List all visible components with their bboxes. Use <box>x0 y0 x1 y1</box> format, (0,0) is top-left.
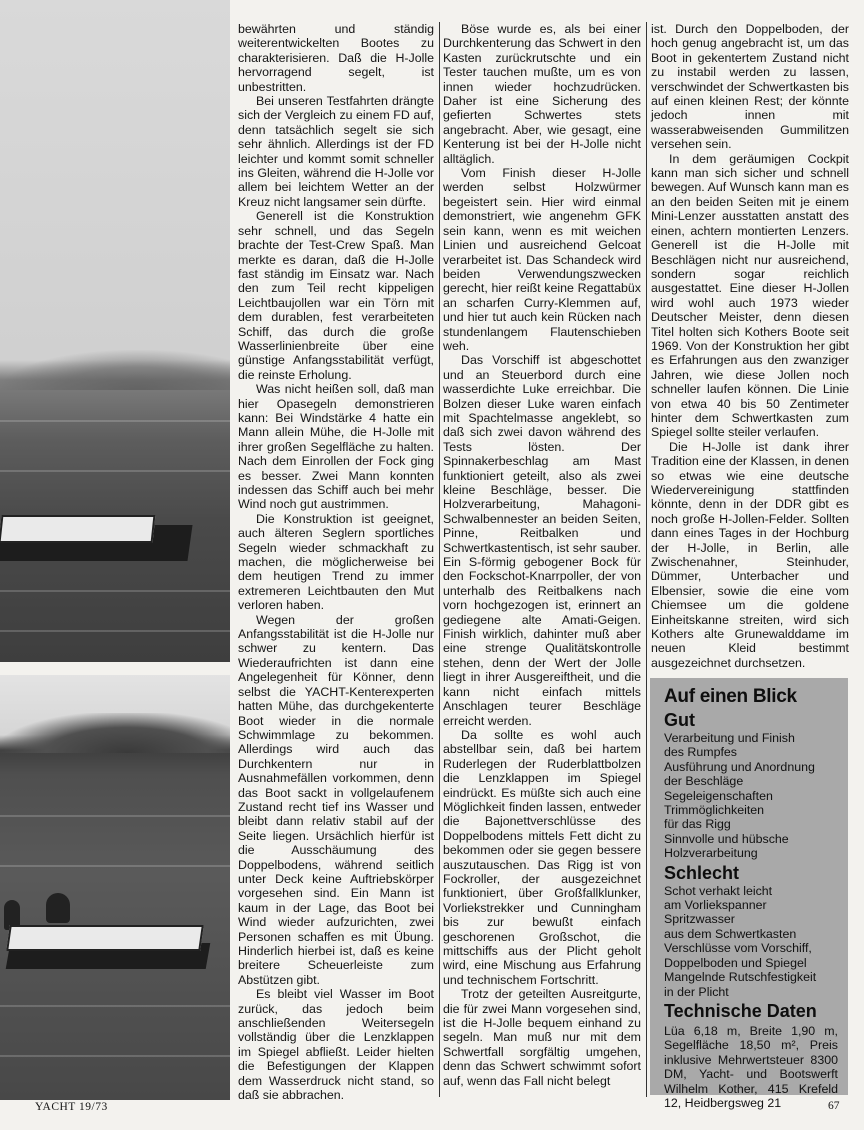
paragraph: Böse wurde es, als bei einer Durchkenterung das Schwert in den Kasten zurückrutschte und ein Tester tauchen mußte, um es von innen wieder hochzudrücken. Daher ist eine Sicherung des gefierten Schwertes stets angebracht. Aber, wie gesagt, eine Kenterung ist bei der H-Jolle nicht alltäglich. <box>443 22 641 166</box>
paragraph: In dem geräumigen Cockpit kann man sich sicher und schnell bewegen. Auf Wunsch kann man es an den beiden Seiten mit je einem Mini-Lenzer ausstatten anstatt des einen, achtern montierten Lenzers. Generell ist die H-Jolle mit Beschlägen nicht nur ausreichend, sondern sogar reichlich ausgestattet. Eine dieser H-Jollen wird wohl auch 1973 wieder Deutscher Meister, denn diesen Titel holten sich Kothers Boote seit 1969. Von der Konstruktion her gibt es Erfahrungen aus den zwanziger Jahren, wie diese Jollen noch schneller laufen können. Die Linie von etwa 40 bis 50 Zentimeter hinter dem Schwertkasten zum Spiegel sollte steiler verlaufen. <box>651 151 849 440</box>
bad-item: in der Plicht <box>664 984 729 999</box>
sailing-photo-top <box>0 0 230 662</box>
bad-item: Doppelboden und Spiegel <box>664 955 807 970</box>
bad-list <box>664 884 838 999</box>
bad-item: Verschlüsse vom Vorschiff, <box>664 941 812 956</box>
good-item: für das Rigg <box>664 817 731 832</box>
article-column-1 <box>238 22 434 1102</box>
page-number: 67 <box>828 1100 840 1112</box>
column-rule <box>646 22 647 1097</box>
good-item: Ausführung und Anordnung <box>664 759 815 774</box>
paragraph: Das Vorschiff ist abgeschottet und an Steuerbord durch eine wasserdichte Luke erreichbar. Die Bolzen dieser Luke waren einfach mit Spachtelmasse angeklebt, so daß sich zwei davon während des Tests lösten. Der Spinnakerbeschlag am Mast funktioniert geteilt, also als zwei kleine Beschläge, besser. Die Holzverarbeitung, Mahagoni-Schwalbennester an beiden Seiten, Pinne, Reitbalken und Schwertkastentisch, ist sehr sauber. Ein S-förmig gebogener Bock für den Fockschot-Knarrpoller, der von unterhalb des Reitbalkens nach vorn hochgezogen ist, erinnert an gediegene alte Amati-Geigen. Finish wirklich, dahinter muß aber eine strenge Qualitätskontrolle stehen, denn der Wert der Jolle liegt in ihrer Ausgereiftheit, und die kann nicht einfach mittels Anschlagen teurer Beschläge erreicht werden. <box>443 353 641 728</box>
paragraph: Die H-Jolle ist dank ihrer Tradition eine der Klassen, in denen so etwas wie eine deutsche Wiedervereinigung stattfinden könnte, denn in der DDR gibt es noch große H-Jollen-Felder. Sollten dann eines Tages in der Hochburg der H-Jolle, in Berlin, alle Zwischenahner, Steinhuder, Dümmer, Unterbacher und Elbensier, sowie die eine vom Chiemsee um die goldene Einheitskanne streiten, wird sich Kothers alte Grunewalddame im neuen Kleid bestimmt ausgezeichnet durchsetzen. <box>651 439 849 670</box>
bad-item: aus dem Schwertkasten <box>664 926 797 941</box>
good-list <box>664 731 838 861</box>
tech-heading: Technische Daten <box>664 1000 817 1021</box>
bad-item: Schot verhakt leicht <box>664 883 773 898</box>
paragraph: ist. Durch den Doppelboden, der hoch genug angebracht ist, um das Boot in gekentertem Zustand nicht zu instabil werden zu lassen, verschwindet der Schwertkasten bis auf einen kleinen Rest; der könnte jedoch innen mit wasserabweisenden Gummilitzen versehen sein. <box>651 22 849 152</box>
paragraph: Was nicht heißen soll, daß man hier Opasegeln demonstrieren kann: Bei Windstärke 4 hatte ein Mann allein Mühe, die H-Jolle mit ihrer großen Segelfläche zu halten. Nach dem Einrollen der Fock ging es besser. Zwei Mann konnten indessen das Schiff auch bei mehr Wind noch gut austrimmen. <box>238 382 434 512</box>
good-heading: Gut <box>664 710 695 730</box>
paragraph: Trotz der geteilten Ausreitgurte, die für zwei Mann vorgesehen sind, ist die H-Jolle bequem einhand zu segeln. Man muß nur mit dem Schwertfall sorgfältig umgehen, denn das Schwert schwimmt sofort auf, wenn das Fall nicht belegt <box>443 987 641 1088</box>
column-rule <box>439 22 440 1097</box>
good-item: der Beschläge <box>664 774 744 789</box>
paragraph: Vom Finish dieser H-Jolle werden selbst Holzwürmer begeistert sein. Hier wird einmal demonstriert, wie angenehm GFK sein kann, wenn es mit weichen Linien und ausreichend Gelcoat verarbeitet ist. Das Schandeck wird beiden Verwendungszwecken gerecht, hier reißt keine Regattabüx an scharfen Curry-Klemmen auf, und hier tut auch kein Rücken nach stundenlangem Flautenschieben weh. <box>443 166 641 353</box>
article-column-3 <box>651 22 849 670</box>
tech-data: Lüa 6,18 m, Breite 1,90 m, Segelfläche 18,50 m², Preis inklusive Mehrwertsteuer 8300 DM, Yacht- und Bootswerft Wilhelm Kother, 415 Krefeld 12, Heidbergsweg 21 <box>664 1023 838 1110</box>
sailor-figure <box>46 893 70 923</box>
good-item: Sinnvolle und hübsche <box>664 831 789 846</box>
article-column-2 <box>443 22 641 1088</box>
paragraph: Wegen der großen Anfangsstabilität ist die H-Jolle nur schwer zu kentern. Das Wiederaufrichten ist dann eine Angelegenheit für Könner, denn selbst die YACHT-Kenterexperten hatten Mühe, das durchgekenterte Boot wieder in die normale Schwimmlage zu bekommen. Allerdings wird auch das Durchkentern nur in Ausnahmefällen vorkommen, denn das Boot sackt in vollgelaufenem Zustand recht tief ins Wasser und bleibt dann relativ stabil auf der Seite liegen. Ursächlich hierfür ist die Ausschäumung des Doppelbodens, während seitlich unter Deck keine Auftriebskörper vorgesehen sind. Ein Mann ist kaum in der Lage, das Boot bei Wind wieder aufzurichten, zwei Personen schaffen es mit Übung. Hinderlich hierbei ist, daß es keine breitere Scheuerleiste zum Abstützen gibt. <box>238 612 434 987</box>
capsized-boat-hull <box>0 515 155 543</box>
bad-item: Spritzwasser <box>664 912 735 927</box>
paragraph: bewährten und ständig weiterentwickelten Bootes zu charakterisieren. Daß die H-Jolle hervorragend segelt, ist unbestritten. <box>238 22 434 94</box>
good-item: Trimmöglichkeiten <box>664 803 765 818</box>
sailing-photo-bottom <box>0 675 230 1100</box>
paragraph: Da sollte es wohl auch abstellbar sein, daß bei hartem Ruderlegen der Ruderblattbolzen die Lenzklappen im Spiegel eindrückt. Es müßte sich auch eine Möglichkeit finden lassen, entweder die Bajonettverschlüsse des Doppelbodens mittels Fett dicht zu bekommen oder sie gegen bessere auszutauschen. Das Rigg ist von Fockroller, der ausgezeichnet funktioniert, über Großfallklunker, Vorliekstrekker und Cunningham bis zur bewußt einfach geschorenen Großschot, die mittschiffs aus der Plicht geholt wird, eine Mischung aus Erfahrung und technischem Fortschritt. <box>443 727 641 987</box>
boat-hull <box>6 925 204 951</box>
magazine-issue: YACHT 19/73 <box>35 1101 108 1113</box>
good-item: des Rumpfes <box>664 745 738 760</box>
good-item: Holzverarbeitung <box>664 846 758 861</box>
summary-box-title: Auf einen Blick <box>664 686 797 707</box>
paragraph: Es bleibt viel Wasser im Boot zurück, das jedoch beim anschließenden Weitersegeln vollständig über die Lenzklappen im Spiegel abfließt. Leider hielten die Befestigungen der Klappen dem Wasserdruck nicht stand, so daß sie abbrachen. <box>238 987 434 1103</box>
bad-item: Mangelnde Rutschfestigkeit <box>664 970 817 985</box>
paragraph: Bei unseren Testfahrten drängte sich der Vergleich zu einem FD auf, denn tatsächlich segelt sie sich sehr ähnlich. Allerdings ist der FD leichter und kommt somit schneller ins Gleiten, während die H-Jolle vor allem bei leichtem Wetter an der Kreuz nicht langsamer sein dürfte. <box>238 94 434 209</box>
bad-heading: Schlecht <box>664 862 740 883</box>
good-item: Segeleigenschaften <box>664 788 773 803</box>
bad-item: am Vorliekspanner <box>664 898 767 913</box>
paragraph: Generell ist die Konstruktion sehr schnell, und das Segeln brachte der Test-Crew Spaß. Man merkte es daran, daß die H-Jolle fast ständig im Einsatz war. Nach den zum Teil recht kippeligen Leichtbaujollen war ein Törn mit dem durablen, fest verarbeiteten Schiff, das durch die große Wasserlinienbreite über eine günstige Anfangsstabilität verfügt, die reinste Erholung. <box>238 209 434 382</box>
good-item: Verarbeitung und Finish <box>664 731 795 745</box>
paragraph: Die Konstruktion ist geeignet, auch älteren Seglern sportliches Segeln wieder schmackhaft zu machen, die möglicherweise bei dem heutigen Trend zu immer extremeren Leichtbauten den Mut verloren haben. <box>238 511 434 613</box>
